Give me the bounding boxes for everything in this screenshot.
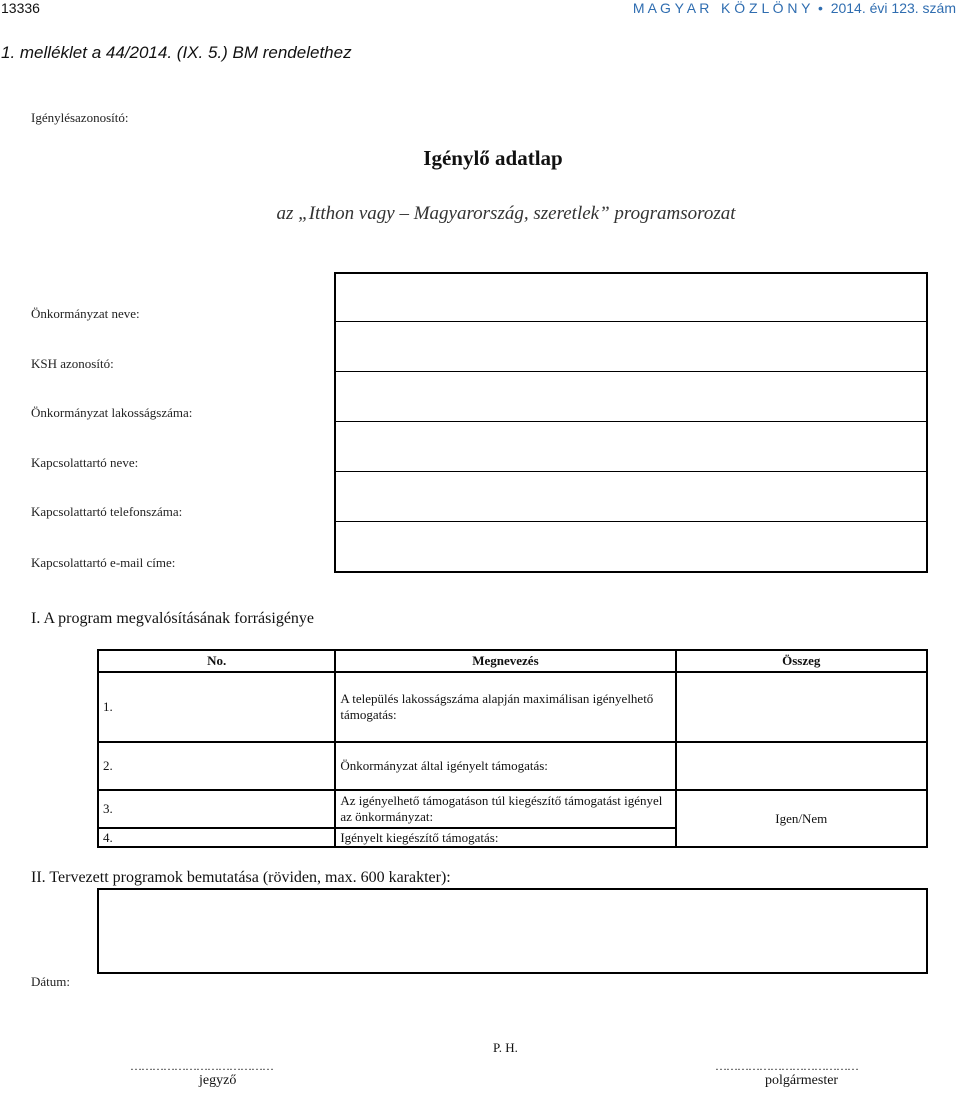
row-no: 1. bbox=[98, 672, 335, 742]
stamp-label: P. H. bbox=[493, 1040, 518, 1055]
field-label-ksh-id: KSH azonosító: bbox=[31, 356, 114, 371]
field-input-ksh-id[interactable] bbox=[336, 322, 926, 372]
column-header-no: No. bbox=[98, 650, 335, 672]
field-label-population: Önkormányzat lakosságszáma: bbox=[31, 405, 193, 420]
field-input-population[interactable] bbox=[336, 372, 926, 422]
field-input-contact-phone[interactable] bbox=[336, 472, 926, 522]
applicant-fields-box bbox=[334, 272, 928, 573]
row-no: 4. bbox=[98, 828, 335, 847]
form-title: Igénylő adatlap bbox=[423, 146, 563, 170]
section2-title: II. Tervezett programok bemutatása (röviden, max. 600 karakter): bbox=[31, 869, 451, 886]
annex-title: 1. melléklet a 44/2014. (IX. 5.) BM rendelethez bbox=[1, 43, 352, 62]
table-row bbox=[98, 742, 927, 790]
issue-number: 2014. évi 123. szám bbox=[830, 0, 956, 16]
form-subtitle: az „Itthon vagy – Magyarország, szeretlek” programsorozat bbox=[276, 203, 736, 224]
field-label-contact-email: Kapcsolattartó e-mail címe: bbox=[31, 555, 176, 570]
notary-label: jegyző bbox=[199, 1073, 237, 1088]
row-name: Igényelt kiegészítő támogatás: bbox=[335, 828, 675, 847]
yes-no-choice[interactable]: Igen/Nem bbox=[676, 790, 927, 847]
column-header-amount: Összeg bbox=[676, 650, 927, 672]
row-amount-input[interactable] bbox=[676, 672, 927, 742]
row-amount-input[interactable] bbox=[676, 742, 927, 790]
date-label: Dátum: bbox=[31, 974, 70, 989]
field-label-municipality-name: Önkormányzat neve: bbox=[31, 306, 140, 321]
table-row bbox=[98, 672, 927, 742]
table-row bbox=[98, 790, 927, 828]
journal-name: M A G Y A R K Ö Z L Ö N Y bbox=[632, 0, 811, 16]
section1-title: I. A program megvalósításának forrásigénye bbox=[31, 610, 315, 627]
row-no: 2. bbox=[98, 742, 335, 790]
row-no: 3. bbox=[98, 790, 335, 828]
field-input-municipality-name[interactable] bbox=[336, 274, 926, 322]
row-name: Az igényelhető támogatáson túl kiegészítő támogatást igényel az önkormányzat: bbox=[335, 790, 675, 828]
notary-signature-line: ………………………………… bbox=[130, 1059, 273, 1073]
field-input-contact-email[interactable] bbox=[336, 522, 926, 571]
mayor-signature-line: ………………………………… bbox=[715, 1059, 858, 1073]
field-label-contact-phone: Kapcsolattartó telefonszáma: bbox=[31, 504, 183, 519]
program-description-box[interactable] bbox=[97, 888, 928, 974]
funding-table bbox=[97, 649, 928, 848]
field-input-contact-name[interactable] bbox=[336, 422, 926, 472]
request-id-label: Igénylésazonosító: bbox=[31, 110, 129, 125]
header-bullet: • bbox=[818, 0, 823, 16]
row-name: Önkormányzat által igényelt támogatás: bbox=[335, 742, 675, 790]
row-name: A település lakosságszáma alapján maximálisan igényelhető támogatás: bbox=[335, 672, 675, 742]
journal-header bbox=[633, 0, 956, 16]
mayor-label: polgármester bbox=[765, 1073, 839, 1088]
field-label-contact-name: Kapcsolattartó neve: bbox=[31, 455, 139, 470]
page-number: 13336 bbox=[1, 0, 40, 16]
column-header-name: Megnevezés bbox=[335, 650, 675, 672]
